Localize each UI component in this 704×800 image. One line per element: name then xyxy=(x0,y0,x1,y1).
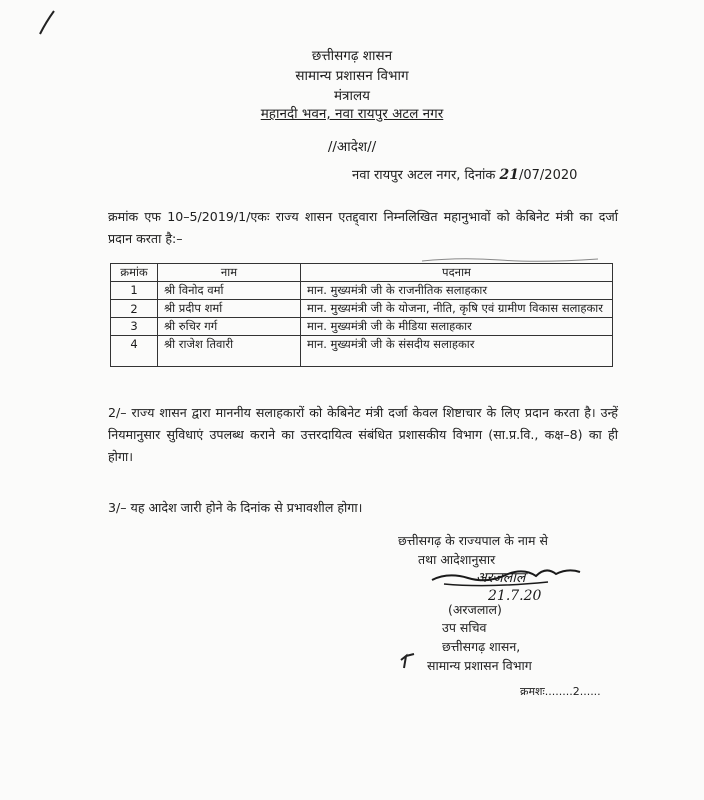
row-designation: मान. मुख्यमंत्री जी के योजना, नीति, कृषि एवं ग्रामीण विकास सलाहकार xyxy=(301,300,613,318)
header-serial: क्रमांक xyxy=(111,264,158,282)
authority-line-2: तथा आदेशानुसार xyxy=(418,552,496,567)
table-row xyxy=(111,336,613,367)
row-designation: मान. मुख्यमंत्री जी के राजनीतिक सलाहकार xyxy=(301,282,613,300)
table-row xyxy=(111,300,613,318)
handwritten-day: 21 xyxy=(499,167,519,183)
signatory-name: (अरजलाल) xyxy=(448,602,502,617)
row-serial: 2 xyxy=(111,300,158,318)
signatory-org-2: सामान्य प्रशासन विभाग xyxy=(427,658,532,673)
govt-name: छत्तीसगढ़ शासन xyxy=(311,48,393,64)
row-designation: मान. मुख्यमंत्री जी के संसदीय सलाहकार xyxy=(301,336,613,367)
row-name: श्री विनोद वर्मा xyxy=(158,282,301,300)
header-designation: पदनाम xyxy=(301,264,613,282)
order-paragraph-3: 3/– यह आदेश जारी होने के दिनांक से प्रभावशील होगा। xyxy=(108,500,363,515)
signatory-org-1: छत्तीसगढ़ शासन, xyxy=(442,639,521,654)
advisors-table xyxy=(110,263,613,367)
row-name: श्री रुचिर गर्ग xyxy=(158,318,301,336)
ministry-label: मंत्रालय xyxy=(333,88,370,104)
row-name: श्री प्रदीप शर्मा xyxy=(158,300,301,318)
order-paragraph-2: 2/– राज्य शासन द्वारा माननीय सलाहकारों को केबिनेट मंत्री दर्जा केवल शिष्टाचार के लिए प्रदान करता है। उन्हें नियमानुसार सुविधाएं उपलब्ध कराने का उत्तरदायित्व संबंधित प्रशासकीय विभाग (सा.प्र.वि., कक्ष–8) का ही होगा। xyxy=(108,405,618,464)
department-name: सामान्य प्रशासन विभाग xyxy=(295,68,409,84)
row-designation: मान. मुख्यमंत्री जी के मीडिया सलाहकार xyxy=(301,318,613,336)
signatory-title: उप सचिव xyxy=(442,620,487,635)
table-header-row xyxy=(111,264,613,282)
authority-line-1: छत्तीसगढ़ के राज्यपाल के नाम से xyxy=(398,533,548,548)
row-name: श्री राजेश तिवारी xyxy=(158,336,301,367)
row-serial: 1 xyxy=(111,282,158,300)
signature-date: 21.7.20 xyxy=(488,588,542,604)
order-title: //आदेश// xyxy=(327,139,377,155)
office-address: महानदी भवन, नवा रायपुर अटल नगर xyxy=(260,106,444,122)
place-date xyxy=(352,165,577,183)
corner-tick-mark xyxy=(36,8,58,38)
table-row xyxy=(111,282,613,300)
row-serial: 3 xyxy=(111,318,158,336)
place-date-rest: /07/2020 xyxy=(519,168,578,183)
place-date-prefix: नवा रायपुर अटल नगर, दिनांक xyxy=(352,168,500,183)
order-intro-paragraph: क्रमांक एफ 10–5/2019/1/एकः राज्य शासन एतद्द्वारा निम्नलिखित महानुभावों को केबिनेट मंत्री का दर्जा प्रदान करता है:– xyxy=(108,209,618,246)
pen-tick xyxy=(398,650,418,670)
row-serial: 4 xyxy=(111,336,158,367)
header-name: नाम xyxy=(158,264,301,282)
signature-text: अरजलाल xyxy=(476,570,526,586)
continued-page-number: क्रमशः........2...... xyxy=(520,685,601,698)
table-row xyxy=(111,318,613,336)
handwritten-signature xyxy=(428,562,588,606)
